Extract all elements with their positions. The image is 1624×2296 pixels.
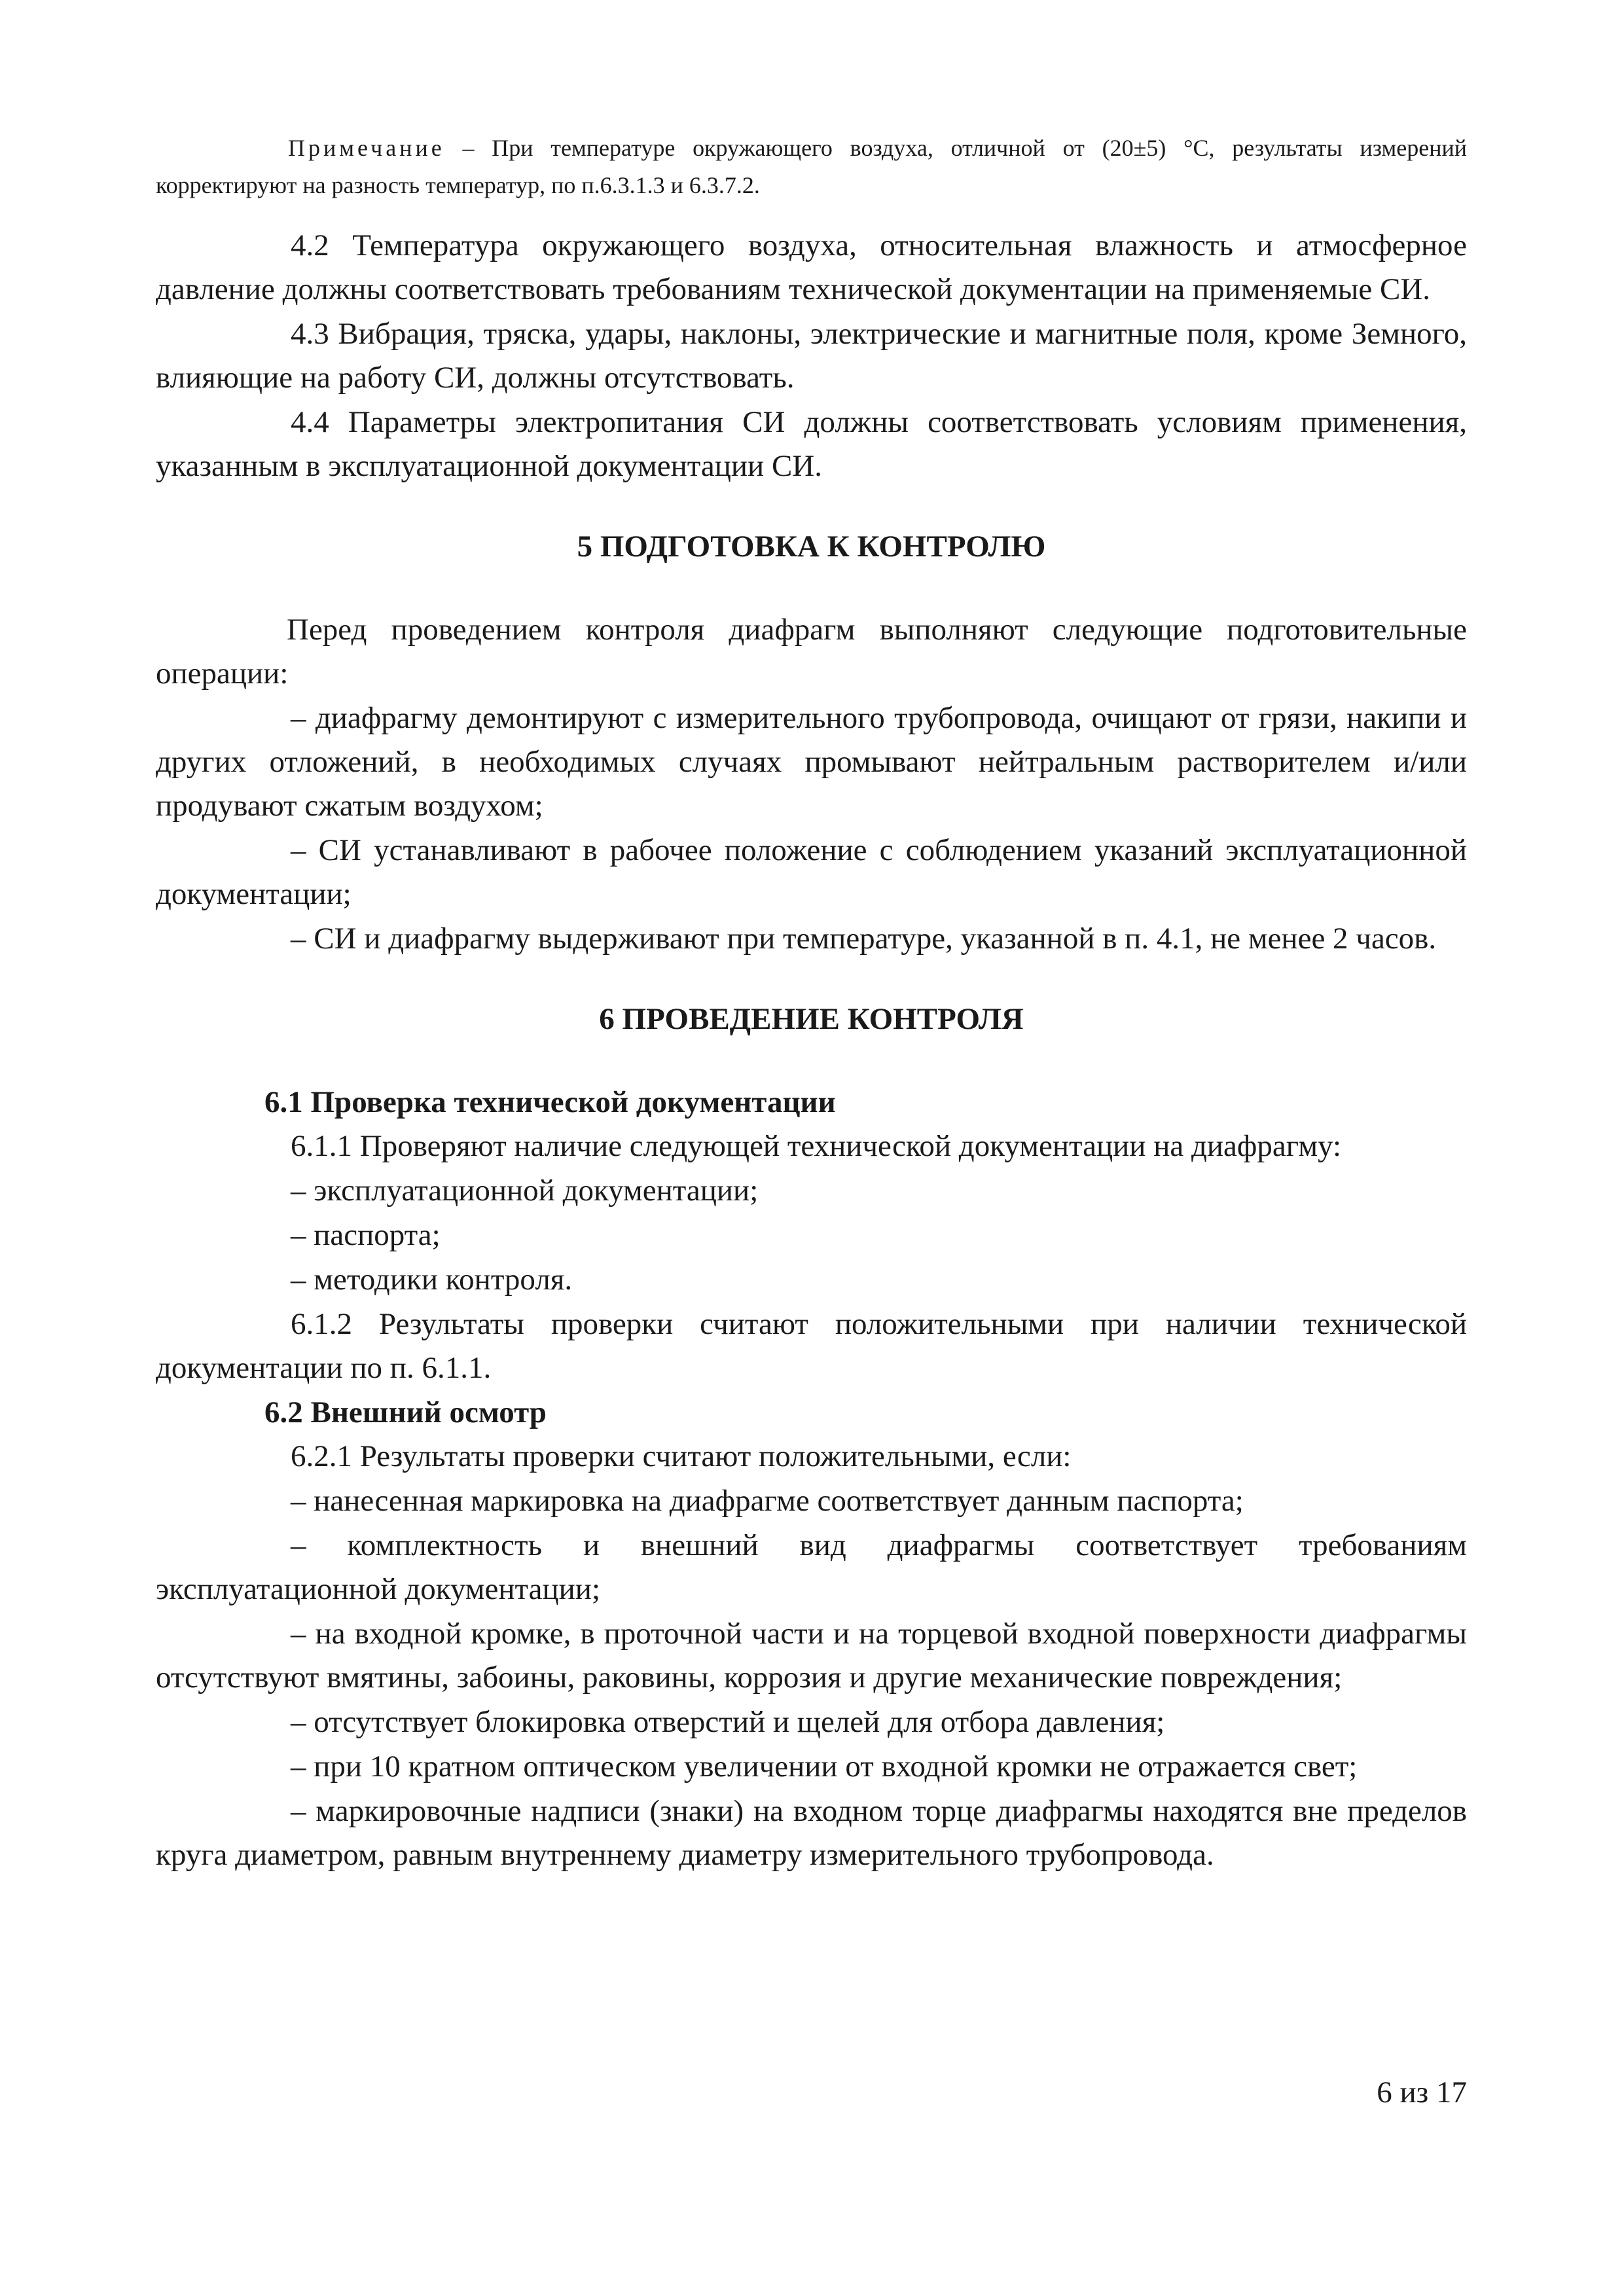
paragraph-4-2: 4.2 Температура окружающего воздуха, относительная влажность и атмосферное давление должны соответствовать требованиям технической документации на применяемые СИ. (156, 228, 1467, 306)
paragraph-4-4: 4.4 Параметры электропитания СИ должны соответствовать условиям применения, указанным в эксплуатационной документации СИ. (156, 405, 1467, 483)
paragraph-6-1-2: 6.1.2 Результаты проверки считают положительными при наличии технической документации по п. 6.1.1. (156, 1307, 1467, 1385)
list-item: – СИ устанавливают в рабочее положение с соблюдением указаний эксплуатационной документации; (156, 833, 1467, 911)
list-item: – паспорта; (291, 1218, 441, 1252)
list-item: – при 10 кратном оптическом увеличении от входной кромки не отражается свет; (291, 1749, 1358, 1784)
subsection-6-1-heading: 6.1 Проверка технической документации (264, 1085, 836, 1119)
paragraph-4-3: 4.3 Вибрация, тряска, удары, наклоны, электрические и магнитные поля, кроме Земного, влияющие на работу СИ, должны отсутствовать. (156, 317, 1467, 395)
list-item: – комплектность и внешний вид диафрагмы соответствует требованиям эксплуатационной документации; (156, 1528, 1467, 1606)
note-text: – При температуре окружающего воздуха, отличной от (20±5) °С, результаты измерений корректируют на разность температур, по п.6.3.1.3 и 6.3.7.2. (156, 135, 1467, 198)
list-item: – нанесенная маркировка на диафрагме соответствует данным паспорта; (291, 1484, 1244, 1518)
section-5-heading: 5 ПОДГОТОВКА К КОНТРОЛЮ (577, 529, 1046, 564)
section-6-heading: 6 ПРОВЕДЕНИЕ КОНТРОЛЯ (599, 1002, 1024, 1036)
note-paragraph (156, 130, 1467, 204)
list-item: – эксплуатационной документации; (291, 1174, 759, 1208)
list-item: – СИ и диафрагму выдерживают при температуре, указанной в п. 4.1, не менее 2 часов. (291, 922, 1437, 956)
list-item: – отсутствует блокировка отверстий и щелей для отбора давления; (291, 1705, 1165, 1739)
note-label: Примечание (288, 135, 445, 161)
page-content (156, 130, 1467, 1878)
list-item: – методики контроля. (291, 1263, 573, 1297)
subsection-6-2-heading: 6.2 Внешний осмотр (264, 1395, 547, 1429)
section-5-intro: Перед проведением контроля диафрагм выполняют следующие подготовительные операции: (156, 613, 1467, 691)
list-item: – диафрагму демонтируют с измерительного трубопровода, очищают от грязи, накипи и других отложений, в необходимых случаях промывают нейтральным растворителем и/или продувают сжатым воздухом; (156, 701, 1467, 823)
list-item: – маркировочные надписи (знаки) на входном торце диафрагмы находятся вне пределов круга диаметром, равным внутреннему диаметру измерительного трубопровода. (156, 1794, 1467, 1872)
paragraph-6-1-1: 6.1.1 Проверяют наличие следующей технической документации на диафрагму: (291, 1129, 1342, 1163)
list-item: – на входной кромке, в проточной части и на торцевой входной поверхности диафрагмы отсутствуют вмятины, забоины, раковины, коррозия и другие механические повреждения; (156, 1617, 1467, 1695)
page-number: 6 из 17 (1377, 2075, 1467, 2109)
paragraph-6-2-1: 6.2.1 Результаты проверки считают положительными, если: (291, 1439, 1072, 1473)
